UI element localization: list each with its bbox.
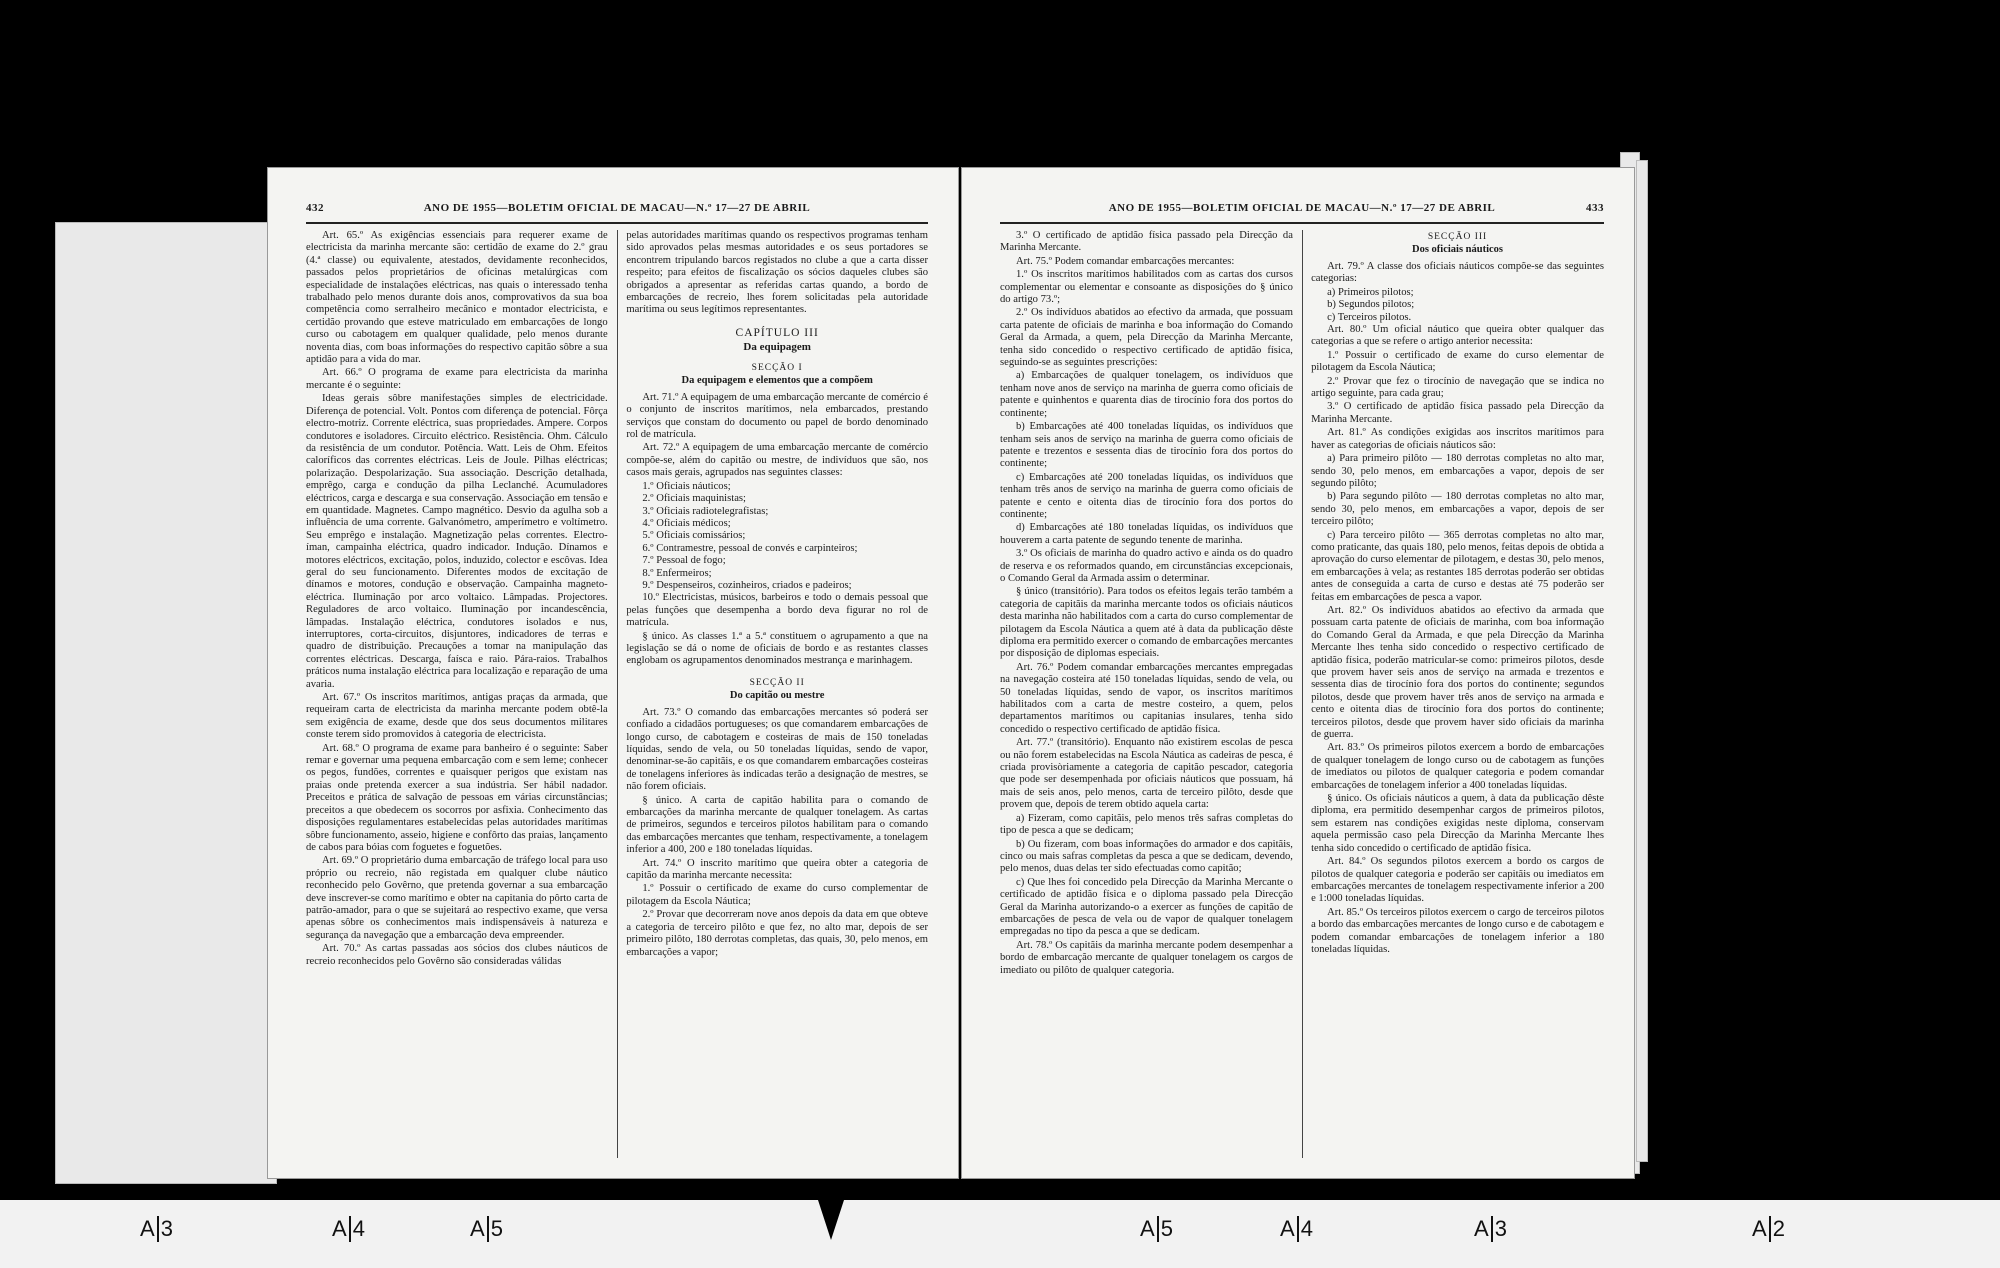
column-divider	[1302, 230, 1303, 1158]
right-page-columns	[1000, 230, 1604, 1158]
strip-mark: A 3	[140, 1216, 173, 1241]
article-73-paragraph: § único. A carta de capitão habilita para o comando de embarcações da marinha mercante de qualquer tonelagem. As cartas de primeiros, segundos e terceiros pilotos habilitam para o comando das embarcações mercantes que tenham, respectivamente, a tonelagem inferior a 400, 200 e 180 toneladas líquidas.	[626, 794, 928, 856]
article-74-item: 2.º Provar que decorreram nove anos depois da data em que obteve a categoria de terceiro pilôto e que fez, no alto mar, depois de ser primeiro pilôto, 180 derrotas completas, das quais, 30, pelo menos, em embarcações a vapor;	[626, 909, 928, 958]
class-item: 9.º Despenseiros, cozinheiros, criados e padeiros;	[642, 579, 852, 591]
strip-mark: A 4	[332, 1216, 365, 1241]
article-79: Art. 79.º A classe dos oficiais náuticos compõe-se das seguintes categorias:	[1311, 261, 1604, 285]
strip-mark: A 2	[1752, 1216, 1785, 1241]
article-74-item: 3.º O certificado de aptidão física passado pela Direcção da Marinha Mercante.	[1000, 230, 1293, 254]
category-item: a) Primeiros pilotos;	[1327, 286, 1414, 298]
article-70: Art. 70.º As cartas passadas aos sócios dos clubes náuticos de recreio reconhecidos pelo Govêrno são consideradas válidas	[306, 943, 608, 967]
article-72: Art. 72.º A equipagem de uma embarcação mercante de comércio compõe-se, além do capitão ou mestre, de indivíduos que são, nos casos mais gerais, agrupados nas seguintes classes:	[626, 442, 928, 479]
article-66-program: Ideas gerais sôbre manifestações simples de electricidade. Diferença de potencial. Volt. Pontos com diferença de potencial. Fôrça electro-motriz. Corrente eléctrica, suas propriedades. Ampere. Corpos condutores e isoladores. Circuito eléctrico. Resistência. Ohm. Cálculo da resistência de um condutor. Potência. Watt. Leis de Ohm. Efeitos caloríficos das correntes eléctricas. Leis de Joule. Pilhas eléctricas; polarização. Despolarização. Sua associação. Descrição detalhada, emprêgo, carga e condução da pilha Leclanché. Acumuladores eléctricos, carga e descarga e sua conservação. Associação em tensão e em quantidade. Magnetes. Campo magnético. Desvio da agulha sob a influência de uma corrente. Galvanómetro, amperímetro e voltímetro. Seu emprêgo e instalação. Magnetização pelas correntes. Electro-íman, campainha eléctrica, quadro indicador. Indução. Dínamos e motores eléctricos, excitação, polos, induzido, colector e escôvas. Idea geral do seu funcionamento. Diferentes modos de excitação de dínamos e motores, condução e observação. Campainha magneto-eléctrica. Iluminação por arco voltaico. Lâmpadas. Projectores. Reguladores de arco voltaico. Iluminação por incandescência, lâmpadas. Instalação eléctrica, condutores isolados e nus, interruptores, corta-circuitos, disjuntores, indicadores de terras e quadro de distribuição. Precauções a tomar na manipulação das correntes eléctricas. Descarga, faísca e raio. Pára-raios. Trabalhos práticos numa instalação eléctrica para localização e reparação de uma avaria.	[306, 393, 608, 690]
class-item: 8.º Enfermeiros;	[642, 567, 712, 579]
column-divider	[617, 230, 618, 1158]
article-83: Art. 83.º Os primeiros pilotos exercem a bordo de embarcações de qualquer tonelagem de longo curso ou de cabotagem as funções de imediatos ou pilotos de qualquer categoria e podem comandar embarcações de tonelagem inferior a 400 toneladas líquidas.	[1311, 742, 1604, 791]
article-77-subitem: c) Que lhes foi concedido pela Direcção da Marinha Mercante o certificado de aptidão física e o diploma passado pela Direcção Geral da Marinha autorizando-o a exercer as funções de capitão de embarcações de pesca de vela ou de vapor de qualquer tonelagem empregadas no tipo da pesca a que se dedicam.	[1000, 876, 1293, 938]
class-item: 7.º Pessoal de fogo;	[642, 555, 726, 567]
article-70-continued: pelas autoridades marítimas quando os respectivos programas tenham sido aprovados pelas mesmas autoridades e os seus portadores se encontrem tripulando barcos registados no clube a que a carta disser respeito; para efeitos de fiscalização os sócios daqueles clubes são obrigados a apresentar as referidas cartas quando, a bordo de embarcações de recreio, lhes forem solicitadas pela autoridade marítima ou seus legítimos representantes.	[626, 230, 928, 316]
page-header-title: ANO DE 1955—BOLETIM OFICIAL DE MACAU—N.º 17—27 DE ABRIL	[423, 202, 811, 214]
article-75-paragraph: § único (transitório). Para todos os efeitos legais terão também a categoria de capitãis da marinha mercante todos os oficiais náuticos desta marinha não habilitados com a carta do curso complementar de pilotagem da Escola Náutica a quem até à data da publicação dêste diploma era permitido exercer o comando de embarcações mercantes por disposição de diplomas especiais.	[1000, 586, 1293, 660]
left-page-columns	[306, 230, 928, 1158]
article-80-item: 1.º Possuir o certificado de exame do curso elementar de pilotagem da Escola Náutica;	[1311, 349, 1604, 374]
article-85: Art. 85.º Os terceiros pilotos exercem o cargo de terceiros pilotos a bordo das embarcações mercantes de longo curso e de cabotagem e podem comandar embarcações de tonelagem inferior a 180 toneladas líquidas.	[1311, 906, 1604, 955]
left-column-2	[626, 230, 928, 1158]
strip-mark: A 5	[470, 1216, 503, 1241]
article-80-item: 2.º Provar que fez o tirocínio de navegação que se indica no artigo seguinte, para cada grau;	[1311, 375, 1604, 400]
right-column-2	[1311, 230, 1604, 1158]
article-76: Art. 76.º Podem comandar embarcações mercantes empregadas na navegação costeira até 150 toneladas líquidas, sendo de vela, ou 50 toneladas líquidas, sendo de vapor, os inscritos marítimos habilitados com a carta de mestre costeiro, a quem, pelos departamentos marítimos ou capitanias insulares, tenha sido concedido o respectivo certificado de aptidão física.	[1000, 661, 1293, 735]
article-68: Art. 68.º O programa de exame para banheiro é o seguinte: Saber remar e governar uma pequena embarcação com e sem leme; conhecer os pegos, fundões, correntes e quaisquer perigos que existam nas praias onde pretenda exercer a sua indústria. Ser hábil nadador. Preceitos e prática de salvação de pessoas em várias circunstâncias; preceitos a que obedecem os socorros por asfixia. Conhecimento das disposições regulamentares estabelecidas pelas autoridades marítimas sôbre funcionamento, asseio, higiene e confôrto das praias, lançamento de cabos para bóias com foguetes e foguetões.	[306, 742, 608, 853]
article-74: Art. 74.º O inscrito marítimo que queira obter a categoria de capitão da marinha mercante necessita:	[626, 857, 928, 882]
page-number: 432	[306, 202, 324, 214]
article-65: Art. 65.º As exigências essenciais para requerer exame de electricista da marinha mercante são: certidão de exame do 2.º grau (4.ª classe) ou equivalente, atestados, devidamente reconhecidos, passados pelos proprietários de oficinas metalúrgicas com especialidade de instalações eléctricas, nas quais o interessado tenha trabalhado pelo menos durante dois anos, comprovativos da sua boa competência como serralheiro mecânico e montador electricista, e certidão provando que esteve matriculado em embarcações de longo curso ou cabotagem em qualquer qualidade, pelo menos durante noventa dias, com boas informações do respectivo capitão sôbre a sua aptidão para a vida do mar.	[306, 230, 608, 366]
section-heading: SECÇÃO III	[1427, 232, 1488, 242]
right-column-1	[1000, 230, 1293, 1158]
article-75-item: 3.º Os oficiais de marinha do quadro activo e ainda os do quadro de reserva e os reformados quando, em circunstâncias excepcionais, o Comando Geral da Armada assim o determinar.	[1000, 548, 1293, 584]
reference-strip	[0, 1200, 2000, 1268]
class-item: 3.º Oficiais radiotelegrafistas;	[642, 505, 769, 517]
article-66: Art. 66.º O programa de exame para electricista da marinha mercante é o seguinte:	[306, 367, 608, 391]
article-82: Art. 82.º Os indivíduos abatidos ao efectivo da armada que possuam carta patente de oficiais de marinha, com boa informação do Comando Geral da Armada, e que pela Direcção da Marinha Mercante lhes tenha sido concedido o respectivo certificado de aptidão física, poderão matricular-se como: primeiros pilotos, desde que provem haver seis anos de serviço na armada e trezentos e sessenta dias de tirocínio fora dos portos do continente; segundos pilotos, desde que provem haver três anos de serviço na armada e cento e oitenta dias de tirocínio fora dos portos do continente; terceiros pilotos, desde que provem haver sido oficiais da marinha de guerra.	[1311, 604, 1604, 741]
article-81: Art. 81.º As condições exigidas aos inscritos marítimos para haver as categorias de oficiais náuticos são:	[1311, 427, 1604, 451]
article-80-item: 3.º O certificado de aptidão física passado pela Direcção da Marinha Mercante.	[1311, 401, 1604, 425]
article-75-subitem: d) Embarcações até 180 toneladas líquidas, os indivíduos que houverem a carta patente de segundo tenente de marinha.	[1000, 522, 1293, 546]
section-heading: SECÇÃO II	[749, 677, 805, 688]
page-header	[1000, 198, 1604, 224]
category-item: c) Terceiros pilotos.	[1327, 311, 1412, 323]
article-75-subitem: c) Embarcações até 200 toneladas líquidas, os indivíduos que tenham três anos de serviço na marinha de guerra como oficiais de patente e cento e oitenta dias de tirocínio fora dos portos do continente;	[1000, 471, 1293, 520]
page-header-title: ANO DE 1955—BOLETIM OFICIAL DE MACAU—N.º 17—27 DE ABRIL	[1108, 202, 1496, 214]
class-item: 10.º Electricistas, músicos, barbeiros e todo o demais pessoal que pelas funções que desempenha a bordo deva figurar no rol de matrícula.	[626, 592, 928, 629]
strip-notch	[818, 1200, 844, 1240]
article-77: Art. 77.º (transitório). Enquanto não existirem escolas de pesca ou não forem estabelecidas na Escola Náutica as cadeiras de pesca, é criada provisòriamente a categoria de capitão pescador, categoria que pode ser desempenhada por oficiais náuticos que possuam, há mais de seis anos, pelo menos, carta de terceiro pilôto, desde que provem que, depois de terem obtido aquela carta:	[1000, 737, 1293, 811]
class-item: 4.º Oficiais médicos;	[642, 517, 731, 529]
page-number: 433	[1586, 202, 1604, 214]
article-67: Art. 67.º Os inscritos marítimos, antigas praças da armada, que requeiram carta de electricista da marinha mercante podem obtê-la sem exigência de exame, desde que dos seus documentos militares conste terem sido promovidos à categoria de electricista.	[306, 692, 608, 741]
article-83-paragraph: § único. Os oficiais náuticos a quem, à data da publicação dêste diploma, era permitido desempenhar cargos de primeiros pilotos, sem estarem nas condições exigidas neste diploma, conservam aquela permissão caso pela Direcção da Marinha Mercante lhes tenha sido concedido o certificado de aptidão física.	[1311, 793, 1604, 854]
article-75-item: 1.º Os inscritos marítimos habilitados com as cartas dos cursos complementar ou elementar e consoante as disposições do § único do artigo 73.º;	[1000, 269, 1293, 306]
right-page	[962, 168, 1634, 1178]
article-75-subitem: b) Embarcações até 400 toneladas líquidas, os indivíduos que tenham seis anos de serviço na marinha de guerra como oficiais de patente e trezentos e sessenta dias de tirocínio fora dos portos do continente;	[1000, 421, 1293, 470]
class-item: 2.º Oficiais maquinistas;	[642, 493, 746, 505]
class-item: 1.º Oficiais náuticos;	[642, 480, 731, 492]
article-73: Art. 73.º O comando das embarcações mercantes só poderá ser confiado a cidadãos portugueses; os que comandarem embarcações de longo curso, de cabotagem e costeiras de mais de 150 toneladas líquidas, sendo de vela, ou 50 toneladas líquidas, sendo de vapor, denominar-se-ão capitãis, e os que comandarem embarcações costeiras de tonelagens inferiores às indicadas terão a designação de mestres, se não forem oficiais.	[626, 706, 928, 793]
section-title: Da equipagem e elementos que a compõem	[681, 374, 873, 386]
class-item: 5.º Oficiais comissários;	[642, 530, 746, 542]
left-page	[268, 168, 958, 1178]
category-item: b) Segundos pilotos;	[1327, 299, 1415, 311]
article-84: Art. 84.º Os segundos pilotos exercem a bordo os cargos de pilotos de qualquer categoria e poderão ser capitãis ou imediatos em embarcações mercantes de tonelagem respectivamente inferior a 200 e 1:000 toneladas líquidas.	[1311, 856, 1604, 905]
article-75-subitem: a) Embarcações de qualquer tonelagem, os indivíduos que tenham nove anos de serviço na marinha de guerra como oficiais de patente e quinhentos e quarenta dias de tirocínio fora dos portos do continente;	[1000, 370, 1293, 419]
article-77-subitem: a) Fizeram, como capitãis, pelo menos três safras completas do tipo de pesca a que se dedicam;	[1000, 812, 1293, 837]
page-stack-edge	[55, 222, 277, 1184]
chapter-title: Da equipagem	[743, 340, 811, 353]
left-column-1	[306, 230, 608, 1158]
chapter-heading: CAPÍTULO III	[735, 326, 819, 339]
article-81-subitem: a) Para primeiro pilôto — 180 derrotas completas no alto mar, sendo 30, pelo menos, em embarcações a vapor, depois de ser segundo pilôto;	[1311, 453, 1604, 489]
article-71: Art. 71.º A equipagem de uma embarcação mercante de comércio é o conjunto de inscritos marítimos, nela embarcados, prestando serviços que constam do documento ou papel de bordo denominado rol de matrícula.	[626, 391, 928, 441]
strip-mark: A 3	[1474, 1216, 1507, 1241]
class-item: 6.º Contramestre, pessoal de convés e carpinteiros;	[642, 542, 858, 554]
article-74-item: 1.º Possuir o certificado de exame do curso complementar de pilotagem da Escola Náutica;	[626, 883, 928, 907]
article-69: Art. 69.º O proprietário duma embarcação de tráfego local para uso próprio ou recreio, não registada em qualquer clube náutico reconhecido pelo Govêrno, que pretenda governar a sua embarcação deve inscrever-se como marítimo e obter na capitania do pôrto carta de patrão-amador, para o que se sujeitará ao respectivo exame, que versa apenas sôbre os conhecimentos mais indispensáveis à natureza e segurança da navegação que a embarcação deva empreender.	[306, 855, 608, 941]
strip-mark: A 5	[1140, 1216, 1173, 1241]
article-78: Art. 78.º Os capitãis da marinha mercante podem desempenhar a bordo de embarcação mercante de qualquer tonelagem os cargos de imediato ou pilôto de qualquer categoria.	[1000, 939, 1293, 976]
article-75-item: 2.º Os indivíduos abatidos ao efectivo da armada, que possuam carta patente de oficiais de marinha e boa informação do Comando Geral da Armada, a quem, pela Direcção da Marinha Mercante, tenha sido concedido o respectivo certificado de aptidão física, seguindo-se as seguintes prescrições:	[1000, 307, 1293, 369]
strip-mark: A 4	[1280, 1216, 1313, 1241]
article-81-subitem: c) Para terceiro pilôto — 365 derrotas completas no alto mar, como praticante, das quais 180, pelo menos, feitas depois de obtida a aprovação do curso elementar de pilotagem, e destas 30, pelo menos, em embarcações à vela; as restantes 185 derrotas poderão ser obtidas antes de conseguida a carta de curso e destas até 75 poderão ser feitas em embarcações de pesca a vapor.	[1311, 529, 1604, 603]
section-title: Dos oficiais náuticos	[1412, 244, 1504, 255]
page-header	[306, 198, 928, 224]
article-81-subitem: b) Para segundo pilôto — 180 derrotas completas no alto mar, sendo 30, pelo menos, em embarcações a vapor, depois de ser terceiro pilôto;	[1311, 491, 1604, 528]
article-72-paragraph: § único. As classes 1.ª a 5.ª constituem o agrupamento a que na legislação se dá o nome de oficiais de bordo e as restantes classes englobam os agrupamentos denominados mestrança e marinhagem.	[626, 630, 928, 667]
page-stack-edge	[1636, 160, 1648, 1162]
article-77-subitem: b) Ou fizeram, com boas informações do armador e dos capitãis, cinco ou mais safras completas da pesca a que se dedicam, devendo, pelo menos, duas delas ter sido efectuadas como capitão;	[1000, 838, 1293, 875]
section-title: Do capitão ou mestre	[729, 689, 825, 701]
article-80: Art. 80.º Um oficial náutico que queira obter qualquer das categorias a que se refere o artigo anterior necessita:	[1311, 324, 1604, 348]
article-75: Art. 75.º Podem comandar embarcações mercantes:	[1016, 255, 1235, 267]
section-heading: SECÇÃO I	[751, 362, 803, 373]
